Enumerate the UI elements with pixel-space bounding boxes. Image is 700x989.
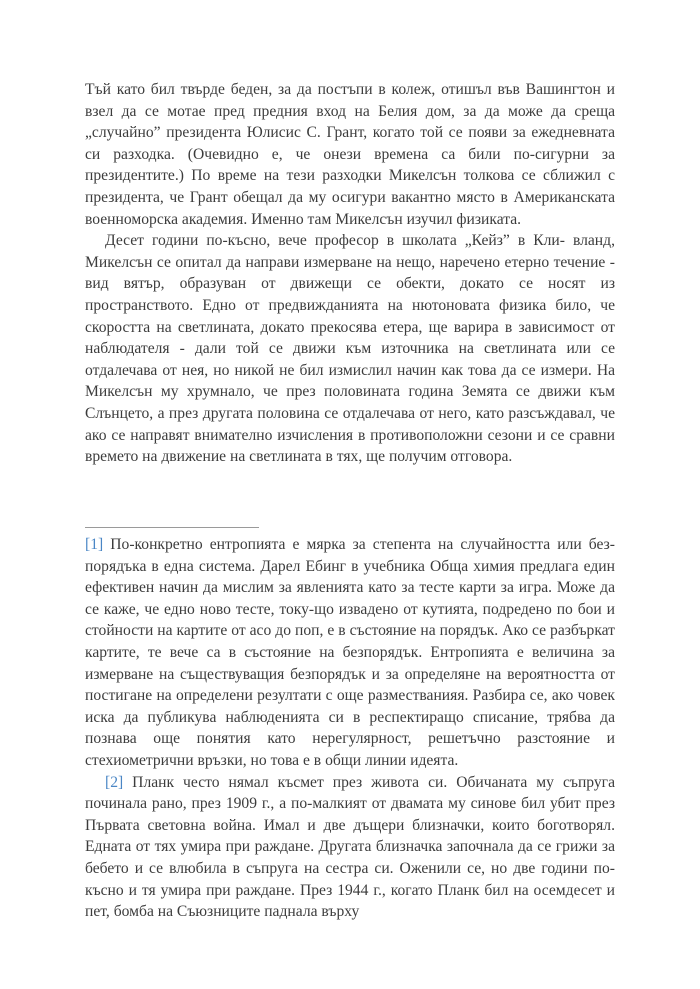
footnote-ref-link[interactable]: [1] [85,536,104,553]
footnote-text: Планк често нямал късмет през живота си. Обичаната му съпруга починала рано, през 1909 г., а по-малкият от двамата му синове бил убит през Първата световна война. Имал и две дъщери близначки, които боготворял. Едната от тях умира при раждане. Другата близначка започнала да се грижи за бебето и се влюбила в съпруга на сестра си. Оженили се, но две години по-късно и тя умира при раждане. През 1944 г., когато Планк бил на осемдесет и пет, бомба на Съюзниците паднала върху [85,773,615,921]
footnote-divider [85,527,259,528]
main-paragraph: Десет години по-късно, вече професор в школата „Кейз” в Кли- вланд, Микелсън се опитал да направи измерване на нещо, наречено етерно течение - вид вятър, образуван от движещи се обекти, докато се носят из пространството. Едно от предвижданията на нютоновата физика било, че скоростта на светлината, докато прекосява етера, ще варира в зависимост от наблюдателя - дали той се движи към източника на светлината или се отдалечава от нея, но никой не бил измислил начин как това да се измери. На Микелсън му хрумнало, че през половината година Земята се движи към Слънцето, а през другата половина се отдалечава от него, като разсъждавал, че ако се направят внимателно изчисления в противоположни сезони и се сравни времето на движение на светлината в тях, ще получим отговора. [85,232,615,466]
footnotes [85,534,615,923]
footnote-1 [85,534,615,772]
footnote-2 [85,772,615,923]
main-paragraph: Тъй като бил твърде беден, за да постъпи в колеж, отишъл във Вашингтон и взел да се мотае пред предния вход на Белия дом, за да може да среща „случайно” президента Юлисис С. Грант, когато той се появи за ежедневната си разходка. (Очевидно е, че онези времена са били по-сигурни за президентите.) По време на тези разходки Микелсън толкова се сближил с президента, че Грант обещал да му осигури вакантно място в Американската военноморска академия. Именно там Микелсън изучил физиката. [85,81,615,228]
footnote-ref-link[interactable]: [2] [105,773,124,791]
main-text [85,79,615,468]
footnote-text: По-конкретно ентропията е мярка за степента на случайността или без-порядъка в една система. Дарел Ебинг в учебника Обща химия предлага един ефективен начин да мислим за явленията като за тесте карти за игра. Може да се каже, че едно ново тесте, току-що извадено от кутията, подредено по бои и стойности на картите от асо до поп, е в състояние на порядък. Ако се разбъркат картите, те вече са в състояние на безпорядък. Ентропията е величина за измерване на съществуващия безпорядък и за определяне на вероятността от постигане на определени резултати с още разместванияя. Разбира се, ако човек иска да публикува наблюденията си в респектиращо списание, трябва да познава още понятия като нерегулярност, решетъчно разстояние и стехиометрични връзки, но това е в общи линии идеята. [85,536,615,769]
